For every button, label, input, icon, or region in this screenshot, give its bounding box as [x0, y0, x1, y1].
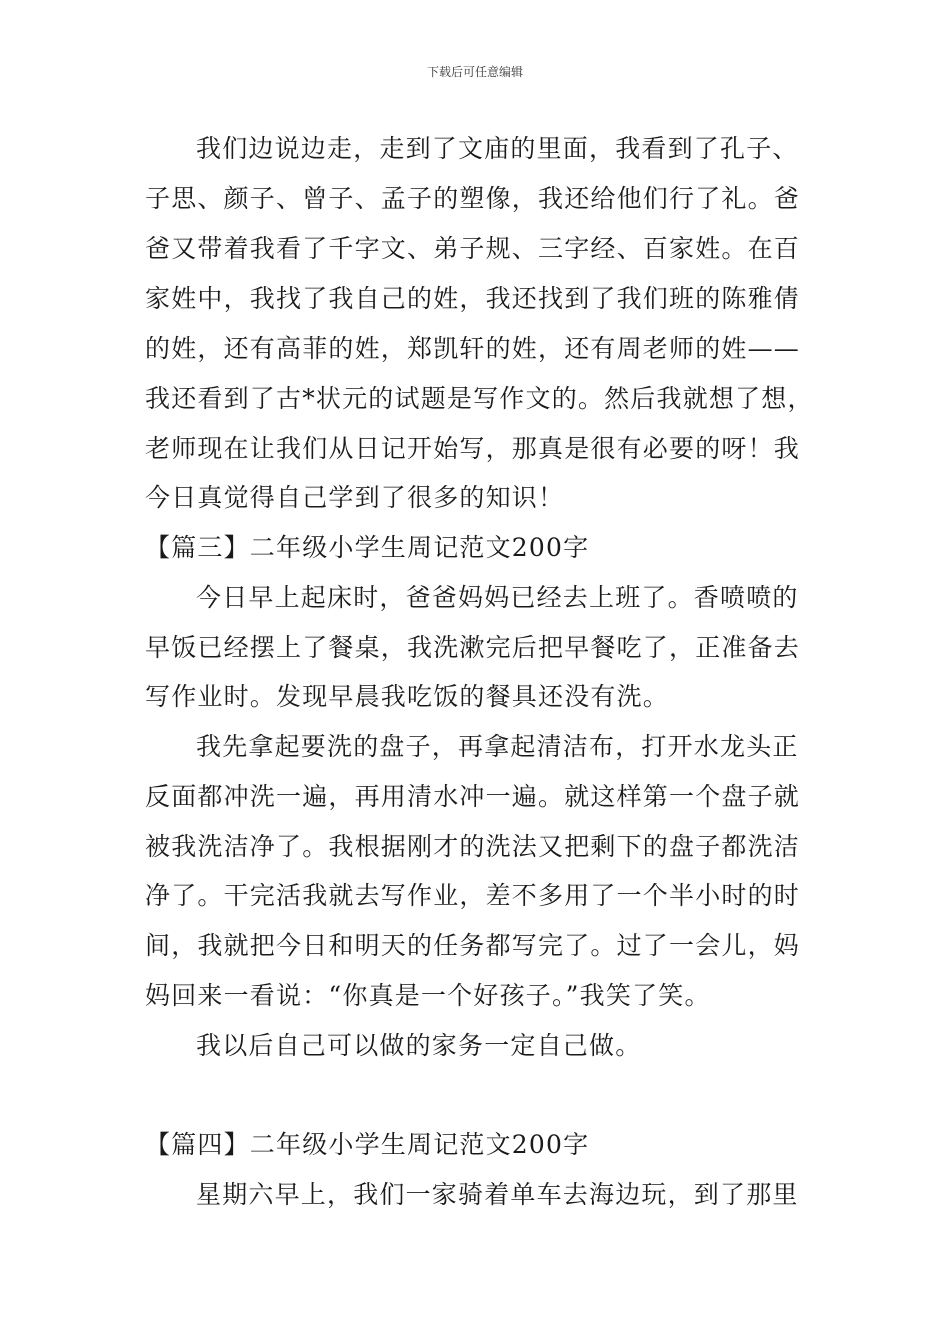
paragraph-line: 今日真觉得自己学到了很多的知识！	[145, 483, 565, 512]
paragraph-line: 爸又带着我看了千字文、弟子规、三字经、百家姓。在百	[145, 234, 801, 263]
paragraph-line: 子思、颜子、曾子、孟子的塑像，我还给他们行了礼。爸	[145, 184, 801, 213]
paragraph-line: 被我洗洁净了。我根据刚才的洗法又把剩下的盘子都洗洁	[145, 832, 801, 861]
paragraph-line: 老师现在让我们从日记开始写，那真是很有必要的呀！我	[145, 434, 801, 463]
paragraph-line: 我还看到了古*状元的试题是写作文的。然后我就想了想，	[145, 384, 814, 413]
paragraph-line: 反面都冲洗一遍，再用清水冲一遍。就这样第一个盘子就	[145, 782, 801, 811]
paragraph-line: 星期六早上，我们一家骑着单车去海边玩，到了那里	[196, 1180, 799, 1209]
paragraph-line: 间，我就把今日和明天的任务都写完了。过了一会儿，妈	[145, 931, 801, 960]
paragraph-line: 净了。干完活我就去写作业，差不多用了一个半小时的时	[145, 881, 801, 910]
paragraph-line: 写作业时。发现早晨我吃饭的餐具还没有洗。	[145, 682, 670, 711]
paragraph-line: 家姓中，我找了我自己的姓，我还找到了我们班的陈雅倩	[145, 284, 801, 313]
paragraph-line: 妈回来一看说：“你真是一个好孩子。”我笑了笑。	[145, 981, 711, 1010]
section-heading: 【篇三】二年级小学生周记范文200字	[145, 533, 590, 562]
paragraph-line: 早饭已经摆上了餐桌，我洗漱完后把早餐吃了，正准备去	[145, 633, 801, 662]
paragraph-line: 的姓，还有高菲的姓，郑凯轩的姓，还有周老师的姓——	[145, 334, 801, 363]
page-header: 下载后可任意编辑	[426, 65, 523, 79]
section-heading: 【篇四】二年级小学生周记范文200字	[145, 1130, 590, 1159]
paragraph-line: 今日早上起床时，爸爸妈妈已经去上班了。香喷喷的	[196, 583, 799, 612]
paragraph-line: 我以后自己可以做的家务一定自己做。	[196, 1031, 642, 1060]
paragraph-line: 我先拿起要洗的盘子，再拿起清洁布，打开水龙头正	[196, 732, 799, 761]
paragraph-line: 我们边说边走，走到了文庙的里面，我看到了孔子、	[196, 134, 799, 163]
